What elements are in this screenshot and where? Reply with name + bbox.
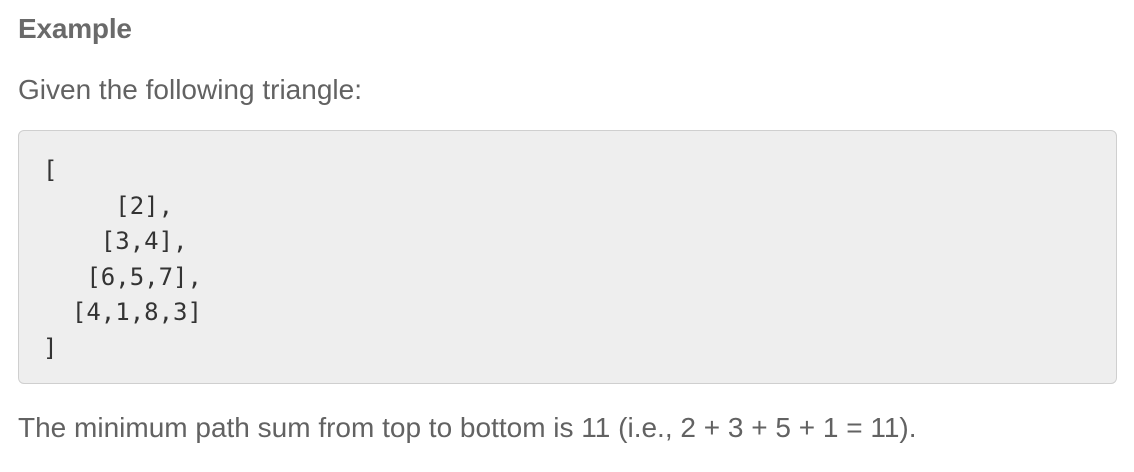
section-heading: Example xyxy=(18,13,132,44)
triangle-code: [ [2], [3,4], [6,5,7], [4,1,8,3] ] xyxy=(43,156,202,362)
result-text: The minimum path sum from top to bottom is 11 (i.e., 2 + 3 + 5 + 1 = 11). xyxy=(18,412,917,443)
intro-text: Given the following triangle: xyxy=(18,74,362,105)
code-block xyxy=(18,130,1117,384)
